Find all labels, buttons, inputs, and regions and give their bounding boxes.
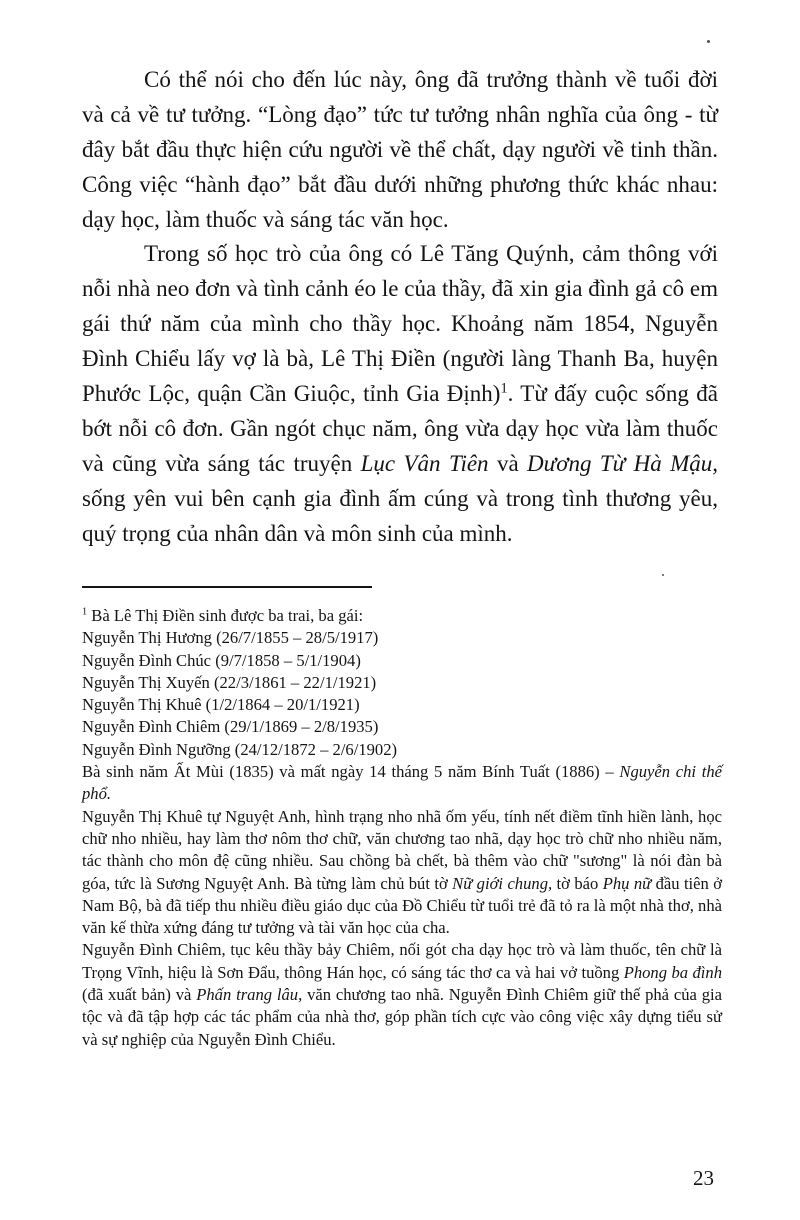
newspaper-title-phu-nu: Phụ nữ xyxy=(602,873,652,893)
footnote-reference: 1 xyxy=(500,380,508,397)
khue-note xyxy=(82,806,722,940)
p2-text-3: sống yên vui bên cạnh gia đình ấm cúng và trong tình thương yêu, quý trọng của nhân dân và môn sinh của mình. xyxy=(82,486,718,546)
body-paragraph-2 xyxy=(82,236,718,551)
child-entry: Nguyễn Thị Hương (26/7/1855 – 28/5/1917) xyxy=(82,628,379,648)
work-title-luc-van-tien: Lục Vân Tiên xyxy=(360,451,489,476)
footnote-block xyxy=(82,605,722,1051)
child-entry: Nguyễn Đình Chúc (9/7/1858 – 5/1/1904) xyxy=(82,650,361,670)
play-title-phan-trang-lau: Phấn trang lâu, xyxy=(196,985,303,1005)
birth-death-note xyxy=(82,761,722,806)
p2-text-1: Trong số học trò của ông có Lê Tăng Quýnh, cảm thông với nỗi nhà neo đơn và tình cảnh éo le của thầy, đã xin gia đình gả cô em gái thứ năm của mình cho thầy học. Khoảng năm 1854, Nguyễn Đình Chiểu lấy vợ là bà, Lê Thị Điền (người làng Thanh Ba, huyện Phước Lộc, quận Cần Giuộc, tỉnh Gia Định) xyxy=(82,241,718,406)
p2-conjunction: và xyxy=(488,451,528,476)
footnote-intro-text: Bà Lê Thị Điền sinh được ba trai, ba gái: xyxy=(87,606,364,625)
footnote-intro xyxy=(82,605,722,627)
khue-text-1: Nguyễn Thị Khuê tự Nguyệt Anh, hình trạng nho nhã ốm yếu, tính nết điềm tĩnh hiền lành, học chữ nho nhiều, hay làm thơ nôm thơ chữ, văn chương tao nhã, dạy học trò chữ nho nhiều năm, tác thành cho môn đệ cũng nhiều. Sau chồng bà chết, bà thêm vào chữ "sương" là nói đàn bà góa, tức là Sương Nguyệt Anh. Bà từng làm chủ bút tờ xyxy=(82,806,722,893)
newspaper-title-nu-gioi-chung: Nữ giới chung, xyxy=(452,873,553,893)
body-paragraph-1: Có thể nói cho đến lúc này, ông đã trưởng thành về tuổi đời và cả về tư tưởng. “Lòng đạo” tức tư tưởng nhân nghĩa của ông - từ đây bắt đầu thực hiện cứu người về thể chất, dạy người về tinh thần. Công việc “hành đạo” bắt đầu dưới những phương thức khác nhau: dạy học, làm thuốc và sáng tác văn học. xyxy=(82,67,718,232)
chiem-text-3: văn chương tao nhã. Nguyễn Đình Chiêm giữ thế phả của gia tộc và đã tập hợp các tác phẩm của nhà thơ, góp phần tích cực vào công việc xây dựng tiểu sử và sự nghiệp của Nguyễn Đình Chiểu. xyxy=(82,985,723,1049)
child-entry: Nguyễn Đình Ngưỡng (24/12/1872 – 2/6/1902) xyxy=(82,739,398,759)
chiem-note xyxy=(82,939,722,1050)
khue-text-3: đầu tiên ở Nam Bộ, bà đã tiếp thu nhiều điều giáo dục của Đồ Chiểu từ tuổi trẻ đã tỏ ra là một nhà thơ, nhà văn kế thừa xứng đáng tư tưởng và tài văn học của cha. xyxy=(82,873,722,938)
child-entry: Nguyễn Thị Xuyến (22/3/1861 – 22/1/1921) xyxy=(82,672,377,692)
chiem-text-1: Nguyễn Đình Chiêm, tục kêu thầy bảy Chiêm, nối gót cha dạy học trò và làm thuốc, tên chữ là Trọng Vĩnh, hiệu là Sơn Đẩu, thông Hán học, có sáng tác thơ ca và hai vở tuồng xyxy=(82,940,722,982)
play-title-phong-ba-dinh: Phong ba đình xyxy=(623,962,722,982)
work-title-duong-tu-ha-mau: Dương Từ Hà Mậu, xyxy=(527,451,718,476)
p2-text-2: . Từ đấy cuộc sống đã bớt nỗi cô đơn. Gần ngót chục năm, ông vừa dạy học vừa làm thuốc và cũng vừa sáng tác truyện xyxy=(82,381,718,476)
scan-speck xyxy=(707,40,710,43)
birth-death-text: Bà sinh năm Ất Mùi (1835) và mất ngày 14 tháng 5 năm Bính Tuất (1886) – xyxy=(82,762,620,782)
page-number: 23 xyxy=(693,1166,714,1190)
chiem-text-2: (đã xuất bản) và xyxy=(82,985,197,1005)
child-entry: Nguyễn Thị Khuê (1/2/1864 – 20/1/1921) xyxy=(82,695,360,715)
footnote-marker: 1 xyxy=(82,606,88,618)
birth-death-source: Nguyễn chi thế phổ. xyxy=(82,762,722,804)
child-entry: Nguyễn Đình Chiêm (29/1/1869 – 2/8/1935) xyxy=(82,717,379,737)
khue-text-2: tờ báo xyxy=(552,873,603,893)
scan-speck xyxy=(662,574,664,576)
footnote-divider xyxy=(82,586,372,588)
